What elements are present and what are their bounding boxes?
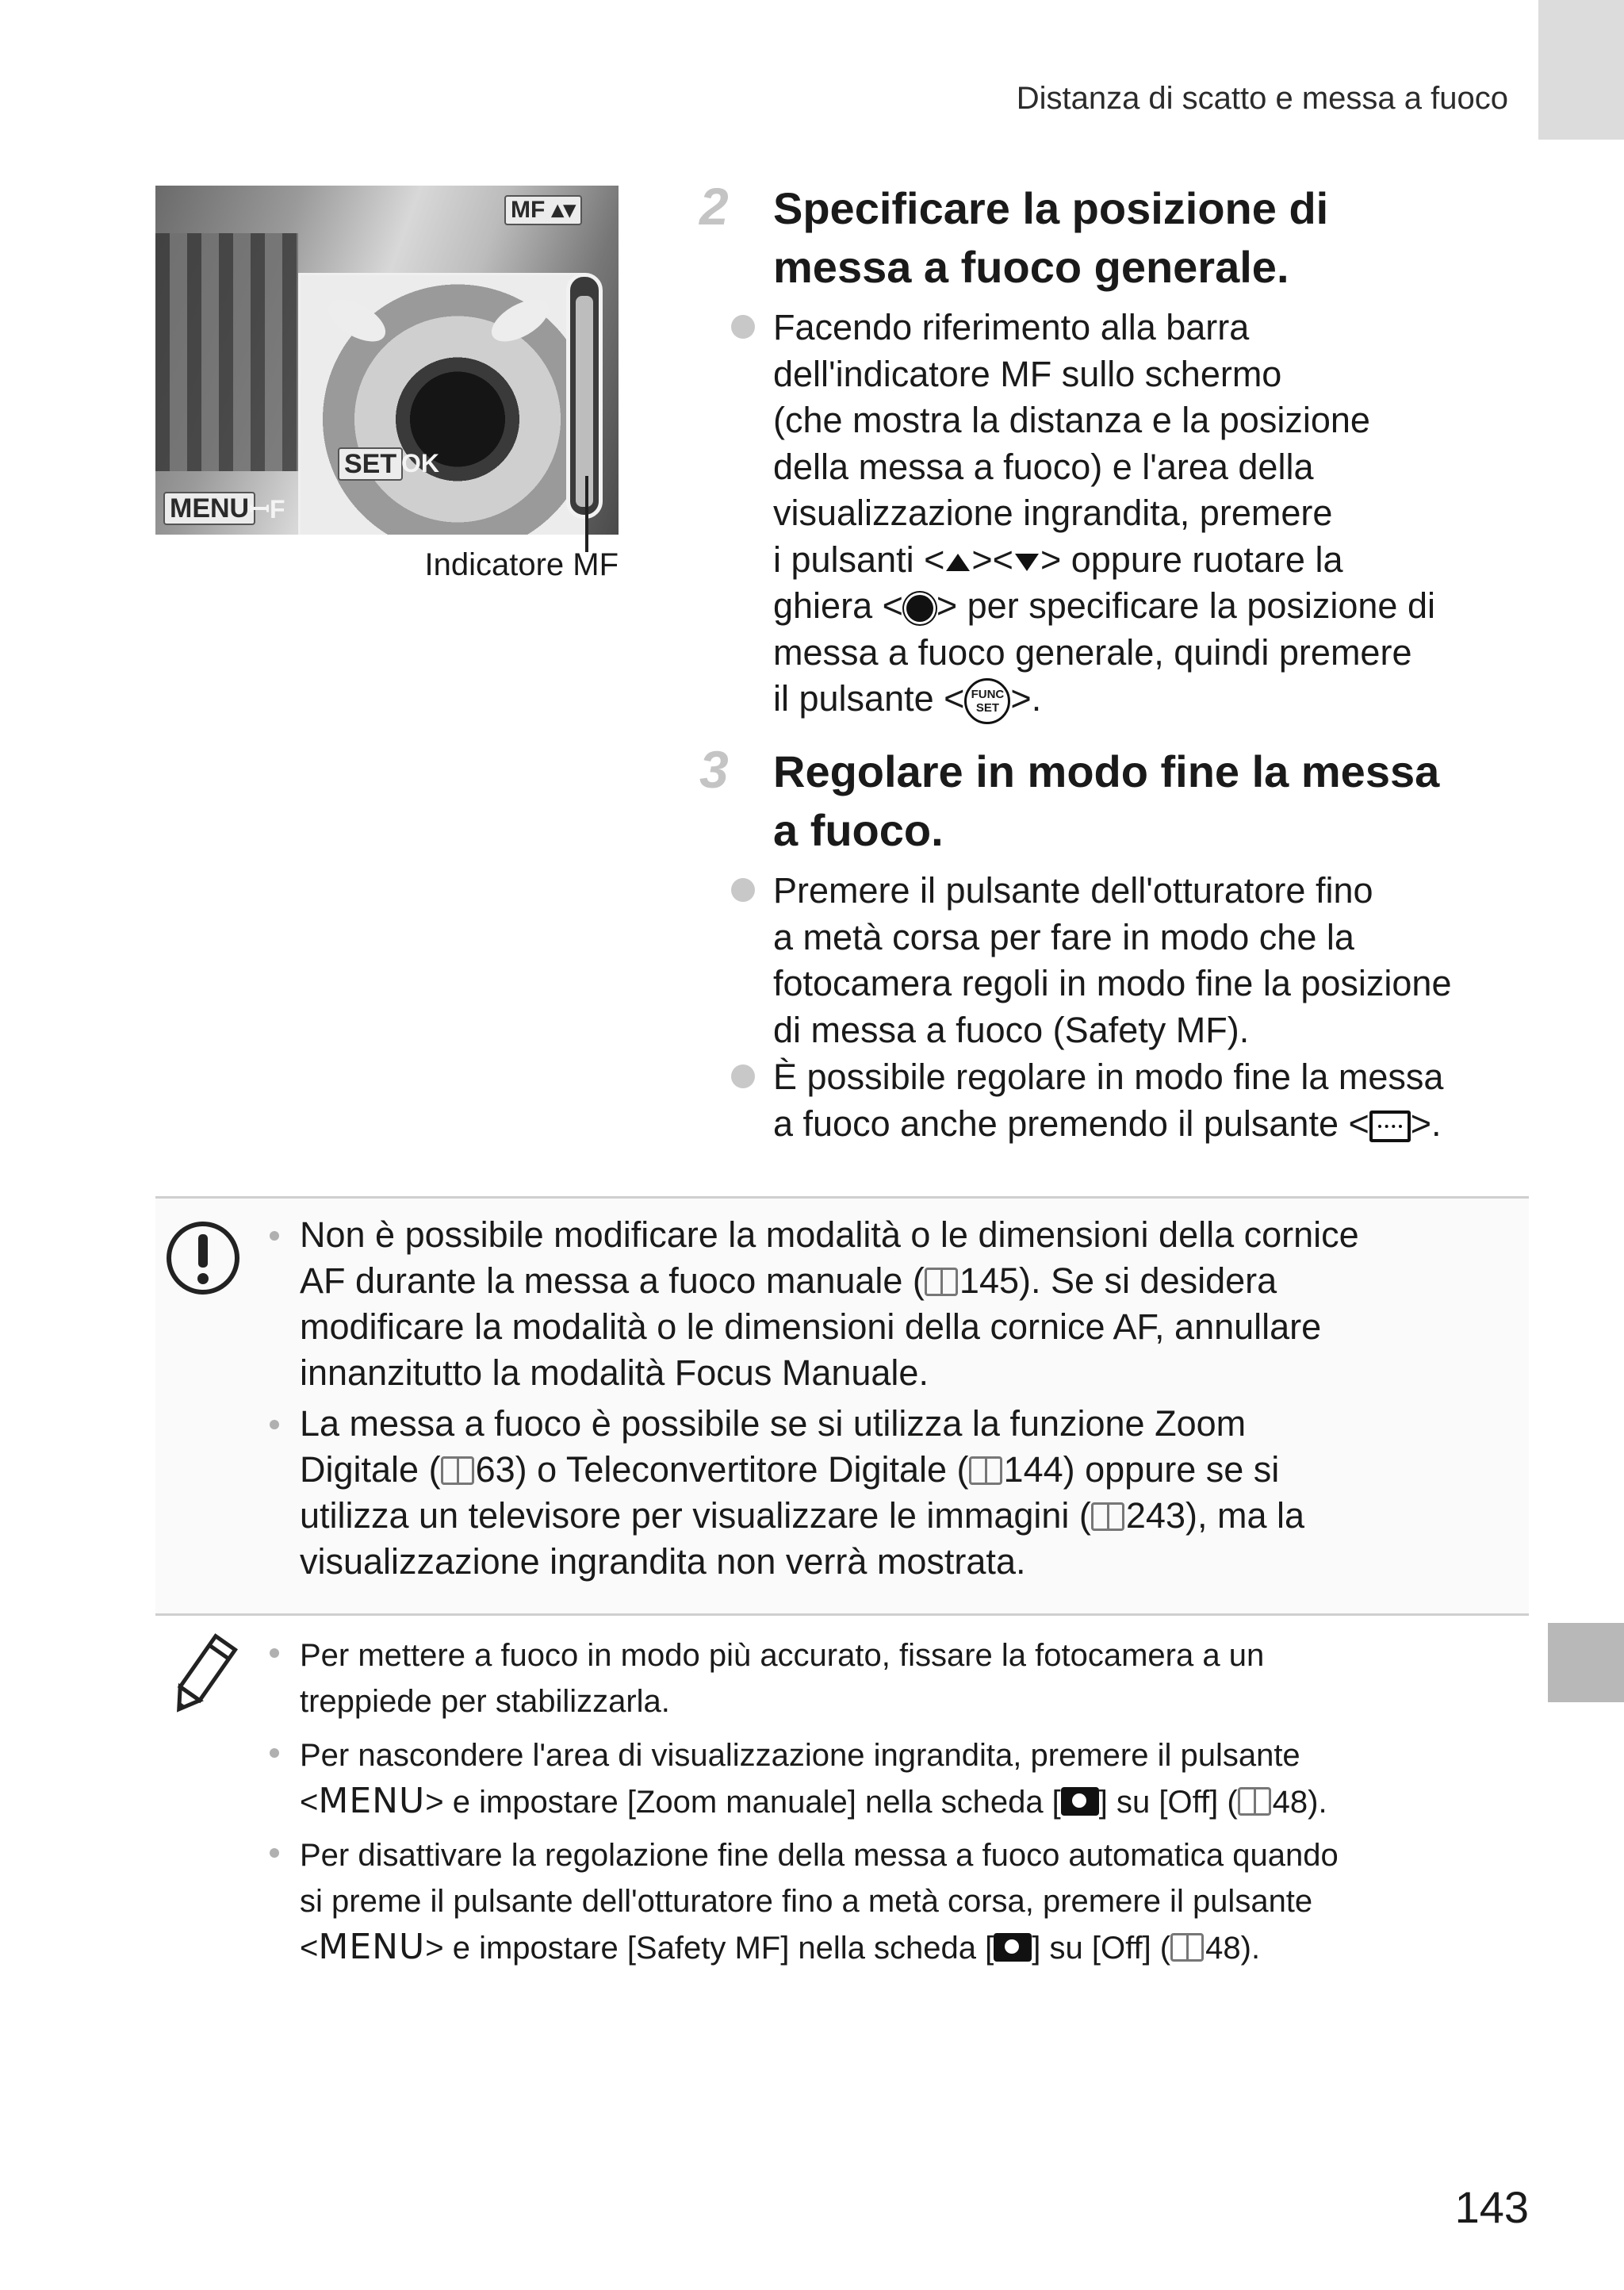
menu-screen-label: MENU xyxy=(163,492,255,525)
step-title-line: Regolare in modo fine la messa xyxy=(773,746,1440,796)
instruction-line: visualizzazione ingrandita, premere xyxy=(773,493,1333,533)
instruction-line: i pulsanti < >< > oppure ruotare la xyxy=(773,539,1343,580)
pencil-memo-icon xyxy=(167,1632,238,1720)
step-title-line: messa a fuoco generale. xyxy=(773,242,1289,292)
instruction-line: Premere il pulsante dell'otturatore fino xyxy=(773,870,1373,911)
bullet-marker xyxy=(270,1748,279,1758)
memo-line: Per nascondere l'area di visualizzazione ingrandita, premere il pulsante xyxy=(300,1738,1300,1773)
caution-line: innanzitutto la modalità Focus Manuale. xyxy=(300,1352,929,1393)
instruction-line: Facendo riferimento alla barra xyxy=(773,307,1250,347)
memo-line: si preme il pulsante dell'otturatore fino a metà corsa, premere il pulsante xyxy=(300,1884,1313,1919)
instruction-line: dell'indicatore MF sullo schermo xyxy=(773,353,1282,394)
menu-button-label: MENU xyxy=(318,1781,426,1821)
step-instructions xyxy=(773,305,1534,724)
step-title xyxy=(773,742,1534,860)
instruction-line: ghiera < > per specificare la posizione di xyxy=(773,585,1435,626)
display-button-icon xyxy=(1369,1110,1411,1142)
memo-line: treppiede per stabilizzarla. xyxy=(300,1684,670,1719)
instruction-line: (che mostra la distanza e la posizione xyxy=(773,400,1370,440)
bullet-marker xyxy=(270,1848,279,1858)
step-instructions xyxy=(773,1054,1534,1147)
func-set-button-icon: FUNC SET xyxy=(964,678,1010,724)
divider xyxy=(155,1613,1529,1616)
background-building xyxy=(155,233,298,471)
memo-line: Per disattivare la regolazione fine della messa a fuoco automatica quando xyxy=(300,1838,1339,1873)
caption-leader-line xyxy=(585,476,588,552)
caution-line: AF durante la messa a fuoco manuale ( 145). Se si desidera xyxy=(300,1260,1277,1301)
step-number: 3 xyxy=(699,740,729,799)
page-reference-icon xyxy=(441,1456,474,1485)
bullet-marker xyxy=(270,1420,279,1429)
bullet-marker xyxy=(731,878,755,902)
bullet-marker xyxy=(731,315,755,339)
section-header: Distanza di scatto e messa a fuoco xyxy=(1016,81,1508,116)
bullet-marker xyxy=(731,1064,755,1088)
mf-screen-label: MF ▴▾ xyxy=(504,195,582,225)
bullet-marker xyxy=(270,1648,279,1658)
instruction-line: a fuoco anche premendo il pulsante < >. xyxy=(773,1103,1442,1144)
down-arrow-icon xyxy=(1015,554,1039,571)
memo-text xyxy=(300,1832,1624,1971)
instruction-line: È possibile regolare in modo fine la messa xyxy=(773,1057,1444,1097)
ok-screen-label: OK xyxy=(401,449,439,478)
memo-line: Per mettere a fuoco in modo più accurato, fissare la fotocamera a un xyxy=(300,1638,1265,1673)
caution-icon xyxy=(165,1220,241,1296)
menu-button-label: MENU xyxy=(318,1927,426,1967)
instruction-line: della messa a fuoco) e l'area della xyxy=(773,446,1314,487)
set-screen-label: SET xyxy=(338,447,403,481)
step-instructions xyxy=(773,868,1534,1053)
caution-text xyxy=(300,1401,1568,1585)
up-arrow-icon xyxy=(946,554,970,571)
page-reference-icon xyxy=(925,1268,958,1296)
mf-mode-icon: ꟷF xyxy=(249,495,285,524)
instruction-line: fotocamera regoli in modo fine la posizione xyxy=(773,963,1452,1003)
instruction-line: a metà corsa per fare in modo che la xyxy=(773,916,1354,957)
camera-tab-icon xyxy=(1061,1787,1099,1816)
divider xyxy=(155,1196,1529,1199)
caution-line: visualizzazione ingrandita non verrà mostrata. xyxy=(300,1541,1026,1582)
page-reference-icon xyxy=(1091,1502,1124,1531)
page-reference-icon xyxy=(969,1456,1002,1485)
mf-indicator-caption: Indicatore MF xyxy=(424,547,619,582)
chapter-tab xyxy=(1538,0,1624,140)
camera-tab-icon xyxy=(994,1933,1032,1962)
memo-line: <MENU> e impostare [Zoom manuale] nella scheda [ ] su [Off] ( 48). xyxy=(300,1781,1327,1821)
step-number: 2 xyxy=(699,177,729,236)
bullet-marker xyxy=(270,1231,279,1241)
caution-line: utilizza un televisore per visualizzare le immagini ( 243), ma la xyxy=(300,1495,1305,1536)
control-dial-icon xyxy=(906,595,933,622)
step-title xyxy=(773,179,1534,297)
memo-text xyxy=(300,1732,1624,1825)
step-title-line: a fuoco. xyxy=(773,805,944,855)
camera-screen-illustration xyxy=(155,186,619,535)
caution-line: Non è possibile modificare la modalità o le dimensioni della cornice xyxy=(300,1214,1359,1255)
instruction-line: il pulsante < FUNC SET >. xyxy=(773,676,1534,724)
page-number: 143 xyxy=(1454,2182,1529,2232)
instruction-line: messa a fuoco generale, quindi premere xyxy=(773,631,1412,673)
mf-indicator-bar xyxy=(566,273,603,519)
page-reference-icon xyxy=(1238,1787,1271,1816)
step-title-line: Specificare la posizione di xyxy=(773,183,1329,233)
caution-line: La messa a fuoco è possibile se si utilizza la funzione Zoom xyxy=(300,1403,1247,1444)
memo-line: <MENU> e impostare [Safety MF] nella scheda [ ] su [Off] ( 48). xyxy=(300,1927,1261,1967)
page-reference-icon xyxy=(1170,1933,1204,1962)
instruction-line: di messa a fuoco (Safety MF). xyxy=(773,1009,1250,1050)
caution-line: Digitale ( 63) o Teleconvertitore Digitale ( 144) oppure se si xyxy=(300,1449,1280,1490)
memo-text xyxy=(300,1632,1624,1724)
caution-text xyxy=(300,1212,1568,1396)
caution-line: modificare la modalità o le dimensioni della cornice AF, annullare xyxy=(300,1306,1322,1347)
